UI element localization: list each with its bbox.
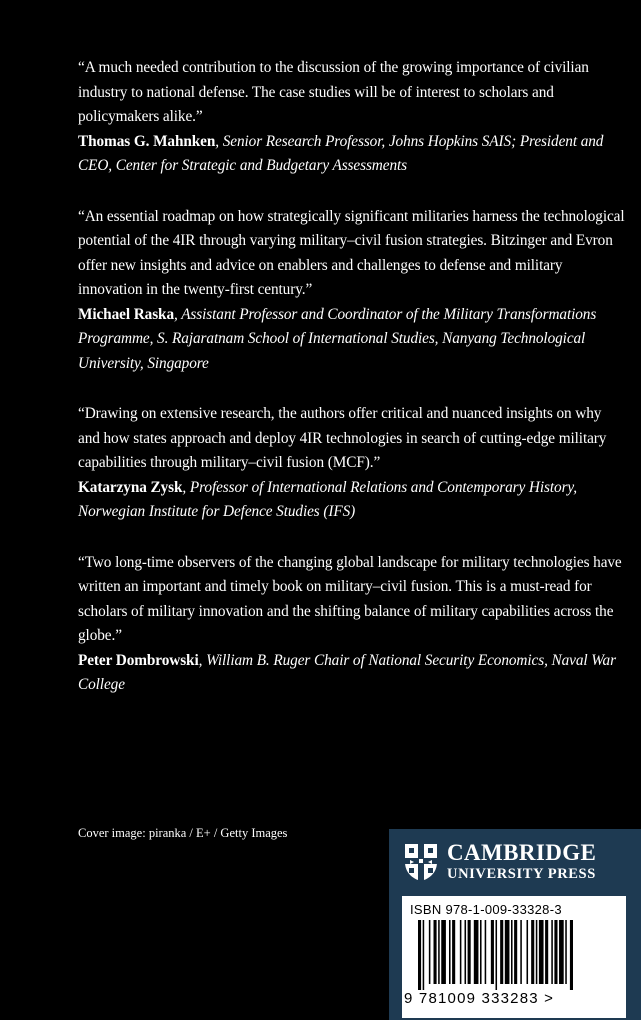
barcode-bar [514,920,517,984]
barcode-bar [511,920,513,984]
endorsement-attribution [78,476,626,525]
isbn-label: ISBN 978-1-009-33328-3 [410,902,562,917]
endorsement [78,205,626,377]
barcode-bar [429,920,431,984]
barcode-bar [545,920,548,984]
barcode-bar [539,920,544,984]
barcode-bar [565,920,567,984]
barcode-bar [480,920,482,984]
publisher-name-line2: UNIVERSITY PRESS [447,866,596,882]
barcode-bar [500,920,503,984]
barcode-bar [460,920,462,984]
isbn-barcode [402,896,626,1018]
barcode-icon [410,920,618,990]
barcode-bar [520,920,522,984]
barcode-bar [438,920,440,984]
endorsement-attribution [78,130,626,179]
barcode-bar [468,920,471,984]
endorser-name: Michael Raska [78,305,175,323]
barcode-bar [423,920,425,990]
endorsement-attribution [78,303,626,377]
endorsement [78,402,626,525]
publisher-panel [389,829,641,1020]
barcode-bar [505,920,510,984]
barcode-bar [570,920,573,990]
endorsement-quote: “A much needed contribution to the discussion of the growing importance of civilian industry to national defense. The case studies will be of interest to scholars and policymakers alike.” [78,59,589,125]
cover-image-credit: Cover image: piranka / E+ / Getty Images [78,826,288,840]
barcode-bar [418,920,421,990]
barcode-bar [474,920,479,984]
endorsement-quote: “Two long-time observers of the changing global landscape for military technologies have written an important and timely book on military–civil fusion. This is a must-read for scholars of military innovation and the shifting balance of military capabilities across the globe.” [78,553,622,644]
barcode-bar [441,920,446,984]
endorser-affiliation: , Senior Research Professor, Johns Hopkins SAIS; President and CEO, Center for Strategic and Budgetary Assessments [78,132,604,174]
barcode-bar [434,920,437,984]
barcode-bar [449,920,451,984]
publisher-name-line1: CAMBRIDGE [447,840,597,865]
barcode-bar [559,920,564,984]
barcode-bar [527,920,529,984]
barcode-bar [491,920,494,984]
barcode-bar [531,920,534,984]
barcode-bar [536,920,538,984]
endorser-affiliation: , William B. Ruger Chair of National Security Economics, Naval War College [78,651,616,693]
endorser-affiliation: , Professor of International Relations and Contemporary History, Norwegian Institute for Defence Studies (IFS) [78,478,577,520]
barcode-bar [496,920,498,990]
endorsement [78,56,626,179]
endorser-name: Peter Dombrowski [78,651,199,669]
endorsement [78,551,626,698]
barcode-bar [465,920,467,984]
endorser-affiliation: , Assistant Professor and Coordinator of the Military Transformations Programme, S. Rajaratnam School of International Studies, Nanyang Technological University, Singapore [78,305,597,372]
cambridge-shield-icon [403,842,439,882]
barcode-bar [485,920,487,984]
endorser-name: Thomas G. Mahnken [78,132,216,150]
barcode-bar [554,920,557,984]
endorsement-quote: “An essential roadmap on how strategically significant militaries harness the technological potential of the 4IR through varying military–civil fusion strategies. Bitzinger and Evron offer new insights and advice on enablers and challenges to defense and military innovation in the twenty-first century.” [78,207,625,298]
endorsements [78,56,626,724]
endorsement-attribution [78,649,626,698]
barcode-bar [452,920,455,984]
barcode-digits: 9 781009 333283 > [404,990,555,1007]
publisher-name [447,841,596,882]
endorsement-quote: “Drawing on extensive research, the authors offer critical and nuanced insights on why and how states approach and deploy 4IR technologies in search of cutting-edge military capabilities through military–civil fusion (MCF).” [78,405,607,471]
endorser-name: Katarzyna Zysk [78,478,183,496]
barcode-bar [551,920,553,984]
publisher-logo [403,841,596,882]
